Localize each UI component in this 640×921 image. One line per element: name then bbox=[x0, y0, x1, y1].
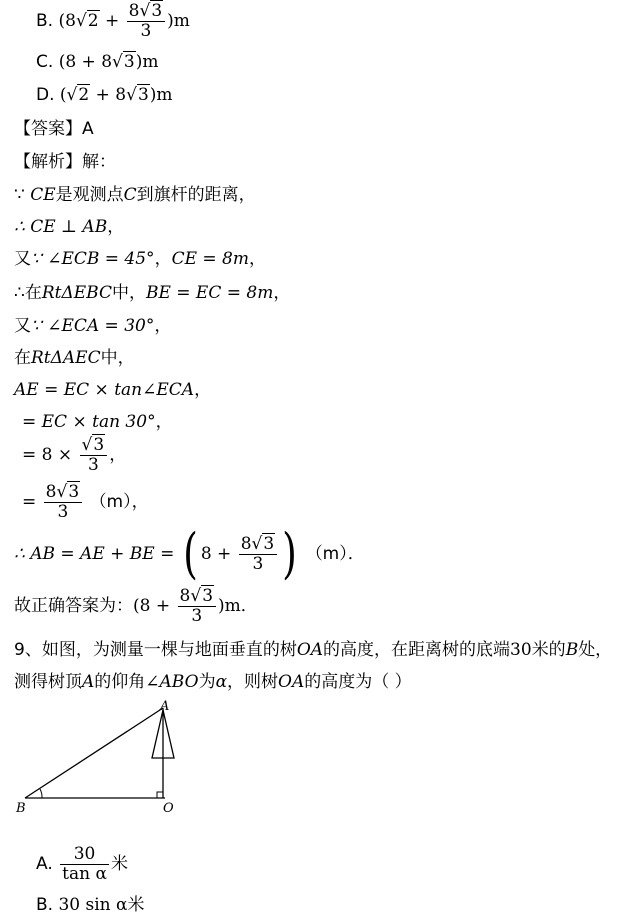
fraction: $\frac{8√3}{3}$ bbox=[178, 587, 217, 625]
point-a-label: A bbox=[160, 700, 170, 714]
analysis-label: 【解析】解： bbox=[14, 152, 116, 172]
analysis-line-10: = $\frac{8√3}{3}$ （m）， bbox=[22, 482, 149, 522]
point-o-label: O bbox=[163, 801, 174, 816]
fraction: $\frac{30}{\text{tan α}}$ bbox=[62, 844, 107, 884]
option-c-prev: C. (8 + 8√3)m bbox=[36, 52, 159, 72]
fraction: $\frac{8√3}{3}$ bbox=[44, 483, 83, 521]
fraction: $\frac{8√3}{3}$ bbox=[239, 535, 278, 573]
analysis-line-12: 故正确答案为：(8 + $\frac{8√3}{3}$ )m． bbox=[14, 586, 258, 626]
option-b-prev: B. (8√2 + $\frac{8√3}{3}$ )m bbox=[36, 1, 190, 41]
question-9-line-2: 测得树顶A的仰角∠ABO为α，则树OA的高度为（ ） bbox=[14, 672, 412, 692]
point-b-label: B bbox=[16, 801, 26, 816]
analysis-line-4: ∴在RtΔEBC中，BE = EC = 8m， bbox=[14, 283, 291, 303]
analysis-line-9: = 8 × $\frac{√3}{3}$ ， bbox=[22, 435, 127, 475]
analysis-line-2: ∴ CE ⊥ AB， bbox=[14, 217, 125, 237]
question-9-line-1: 9、如图，为测量一棵与地面垂直的树OA的高度，在距离树的底端30米的B处， bbox=[14, 640, 613, 660]
option-d-prev: D. (√2 + 8√3)m bbox=[36, 85, 173, 105]
fraction: $\frac{8√3}{3}$ bbox=[127, 2, 166, 40]
analysis-line-1: ∵ CE是观测点C到旗杆的距离， bbox=[14, 185, 256, 205]
tree-triangle-figure bbox=[10, 700, 210, 820]
option-a-q9: A. $\frac{30}{\text{tan α}}$ 米 bbox=[36, 844, 128, 884]
answer-line: 【答案】A bbox=[14, 119, 94, 139]
analysis-line-5: 又∵ ∠ECA = 30°， bbox=[14, 316, 172, 336]
fraction: $\frac{√3}{3}$ bbox=[80, 436, 108, 474]
hypotenuse-line bbox=[25, 708, 163, 798]
analysis-line-6: 在RtΔAEC中， bbox=[14, 348, 135, 368]
angle-arc bbox=[40, 789, 42, 798]
right-angle-mark bbox=[157, 792, 163, 798]
option-b-q9: B. 30 sin α米 bbox=[36, 895, 145, 915]
analysis-line-8: = EC × tan 30°， bbox=[22, 412, 173, 432]
analysis-line-7: AE = EC × tan∠ECA， bbox=[14, 380, 212, 400]
analysis-line-11: ∴ AB = AE + BE = ( 8 + $\frac{8√3}{3}$ ) （m）． bbox=[14, 522, 365, 585]
sqrt-symbol: √2 bbox=[75, 11, 99, 32]
analysis-line-3: 又∵ ∠ECB = 45°，CE = 8m， bbox=[14, 249, 266, 269]
